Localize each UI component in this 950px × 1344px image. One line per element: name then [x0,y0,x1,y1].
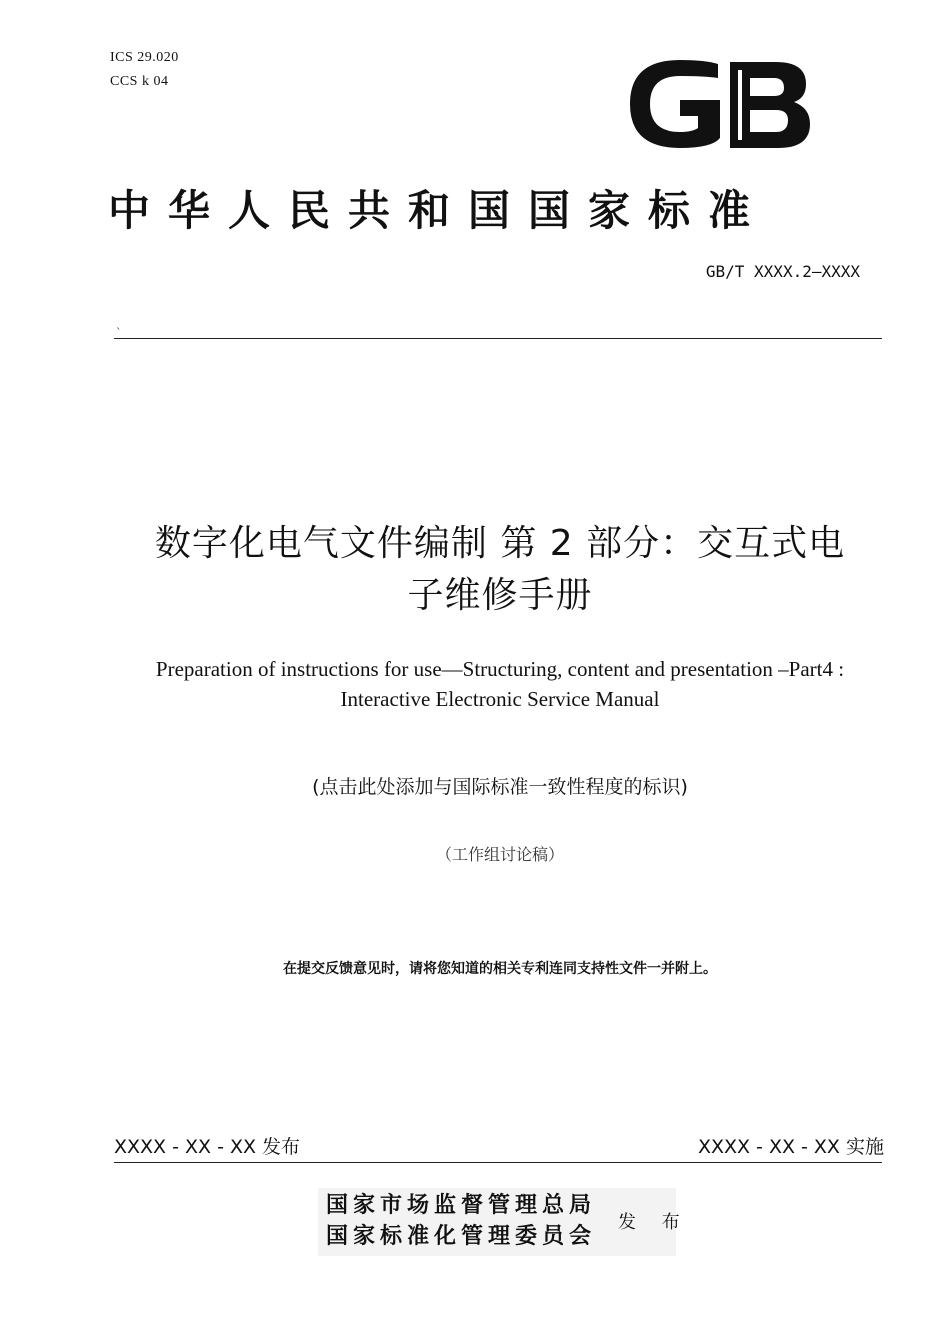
issuer-line1: 国家市场监督管理总局 [326,1192,597,1218]
issuer-line2: 国家标准化管理委员会 [326,1223,597,1249]
ccs-code: CCS k 04 [110,74,169,89]
footer-divider [114,1162,882,1163]
title-cn-line1: 数字化电气文件编制 第 2 部分：交互式电 [154,523,846,564]
gb-logo [626,58,812,150]
issue-date: XXXX - XX - XX 发布 [114,1136,301,1158]
implementation-date: XXXX - XX - XX 实施 [697,1136,884,1158]
gb-standard-logo-icon [626,58,812,150]
title-en-line2: Interactive Electronic Service Manual [340,687,660,711]
ics-code: ICS 29.020 [110,50,179,65]
classification-codes [110,46,179,94]
tick-mark: ` [116,326,122,339]
document-title-en [110,654,890,714]
title-en-line1: Preparation of instructions for use—Structuring, content and presentation –Part4 : [155,657,845,681]
standard-code: GB/T XXXX.2—XXXX [705,262,860,281]
patent-notice: 在提交反馈意见时，请将您知道的相关专利连同支持性文件一并附上。 [283,961,717,977]
issuing-authorities [326,1190,596,1252]
issue-action: 发 布 [618,1212,690,1233]
national-standard-title: 中华人民共和国国家标准 [108,186,769,235]
equivalence-note[interactable]: (点击此处添加与国际标准一致性程度的标识) [312,776,688,798]
draft-stage: （工作组讨论稿） [435,845,564,864]
title-cn-line2: 子维修手册 [407,575,593,616]
document-title-cn [100,518,900,622]
header-divider [114,338,882,339]
